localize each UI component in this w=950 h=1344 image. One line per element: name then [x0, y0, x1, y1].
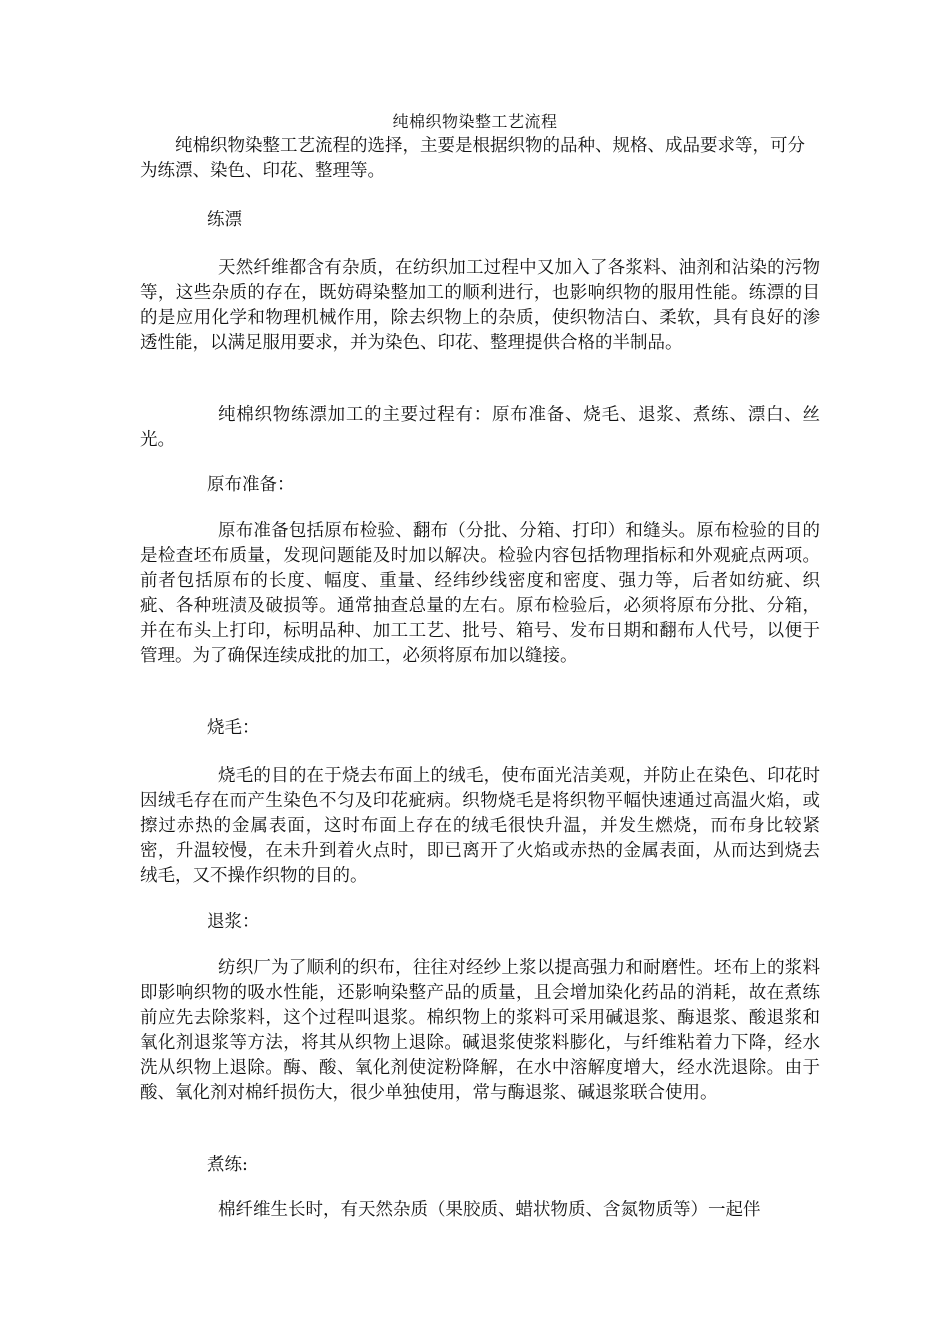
section-heading-scouring: 煮练: — [207, 1155, 248, 1175]
section-heading-scouring-bleaching: 练漂 — [207, 210, 242, 230]
intro-paragraph: 纯棉织物染整工艺流程的选择，主要是根据织物的品种、规格、成品要求等，可分为练漂、染色、印花、整理等。 — [140, 136, 805, 181]
section-paragraph: 原布准备包括原布检验、翻布（分批、分箱、打印）和缝头。原布检验的目的是检查坯布质量，发现问题能及时加以解决。检验内容包括物理指标和外观疵点两项。前者包括原布的长度、幅度、重量、经纬纱线密度和密度、强力等，后者如纺疵、织疵、各种班渍及破损等。通常抽查总量的左右。原布检验后，必须将原布分批、分箱，并在布头上打印，标明品种、加工工艺、批号、箱号、发布日期和翻布人代号，以便于管理。为了确保连续成批的加工，必须将原布加以缝接。 — [140, 521, 820, 666]
section-heading-grey-cloth-prep: 原布准备： — [207, 475, 295, 495]
section-paragraph: 纺织厂为了顺利的织布，往往对经纱上浆以提高强力和耐磨性。坯布上的浆料即影响织物的吸水性能，还影响染整产品的质量，且会增加染化药品的消耗，故在煮练前应先去除浆料，这个过程叫退浆。棉织物上的浆料可采用碱退浆、酶退浆、酸退浆和氧化剂退浆等方法，将其从织物上退除。碱退浆使浆料膨化，与纤维粘着力下降，经水洗从织物上退除。酶、酸、氧化剂使淀粉降解，在水中溶解度增大，经水洗退除。由于酸、氧化剂对棉纤损伤大，很少单独使用，常与酶退浆、碱退浆联合使用。 — [140, 958, 820, 1103]
section-heading-singeing: 烧毛： — [207, 718, 260, 738]
section-paragraph: 烧毛的目的在于烧去布面上的绒毛，使布面光洁美观，并防止在染色、印花时因绒毛存在而产生染色不匀及印花疵病。织物烧毛是将织物平幅快速通过高温火焰，或擦过赤热的金属表面，这时布面上存在的绒毛很快升温，并发生燃烧，而布身比较紧密，升温较慢，在未升到着火点时，即已离开了火焰或赤热的金属表面，从而达到烧去绒毛，又不操作织物的目的。 — [140, 766, 820, 886]
document-title: 纯棉织物染整工艺流程 — [392, 112, 558, 131]
section-paragraph: 棉纤维生长时，有天然杂质（果胶质、蜡状物质、含氮物质等）一起伴 — [218, 1200, 761, 1220]
section-paragraph: 天然纤维都含有杂质，在纺织加工过程中又加入了各浆料、油剂和沾染的污物等，这些杂质的存在，既妨碍染整加工的顺利进行，也影响织物的服用性能。练漂的目的是应用化学和物理机械作用，除去织物上的杂质，使织物洁白、柔软，具有良好的渗透性能，以满足服用要求，并为染色、印花、整理提供合格的半制品。 — [140, 258, 820, 353]
section-heading-desizing: 退浆： — [207, 912, 260, 932]
section-paragraph: 纯棉织物练漂加工的主要过程有：原布准备、烧毛、退浆、煮练、漂白、丝光。 — [140, 405, 820, 450]
